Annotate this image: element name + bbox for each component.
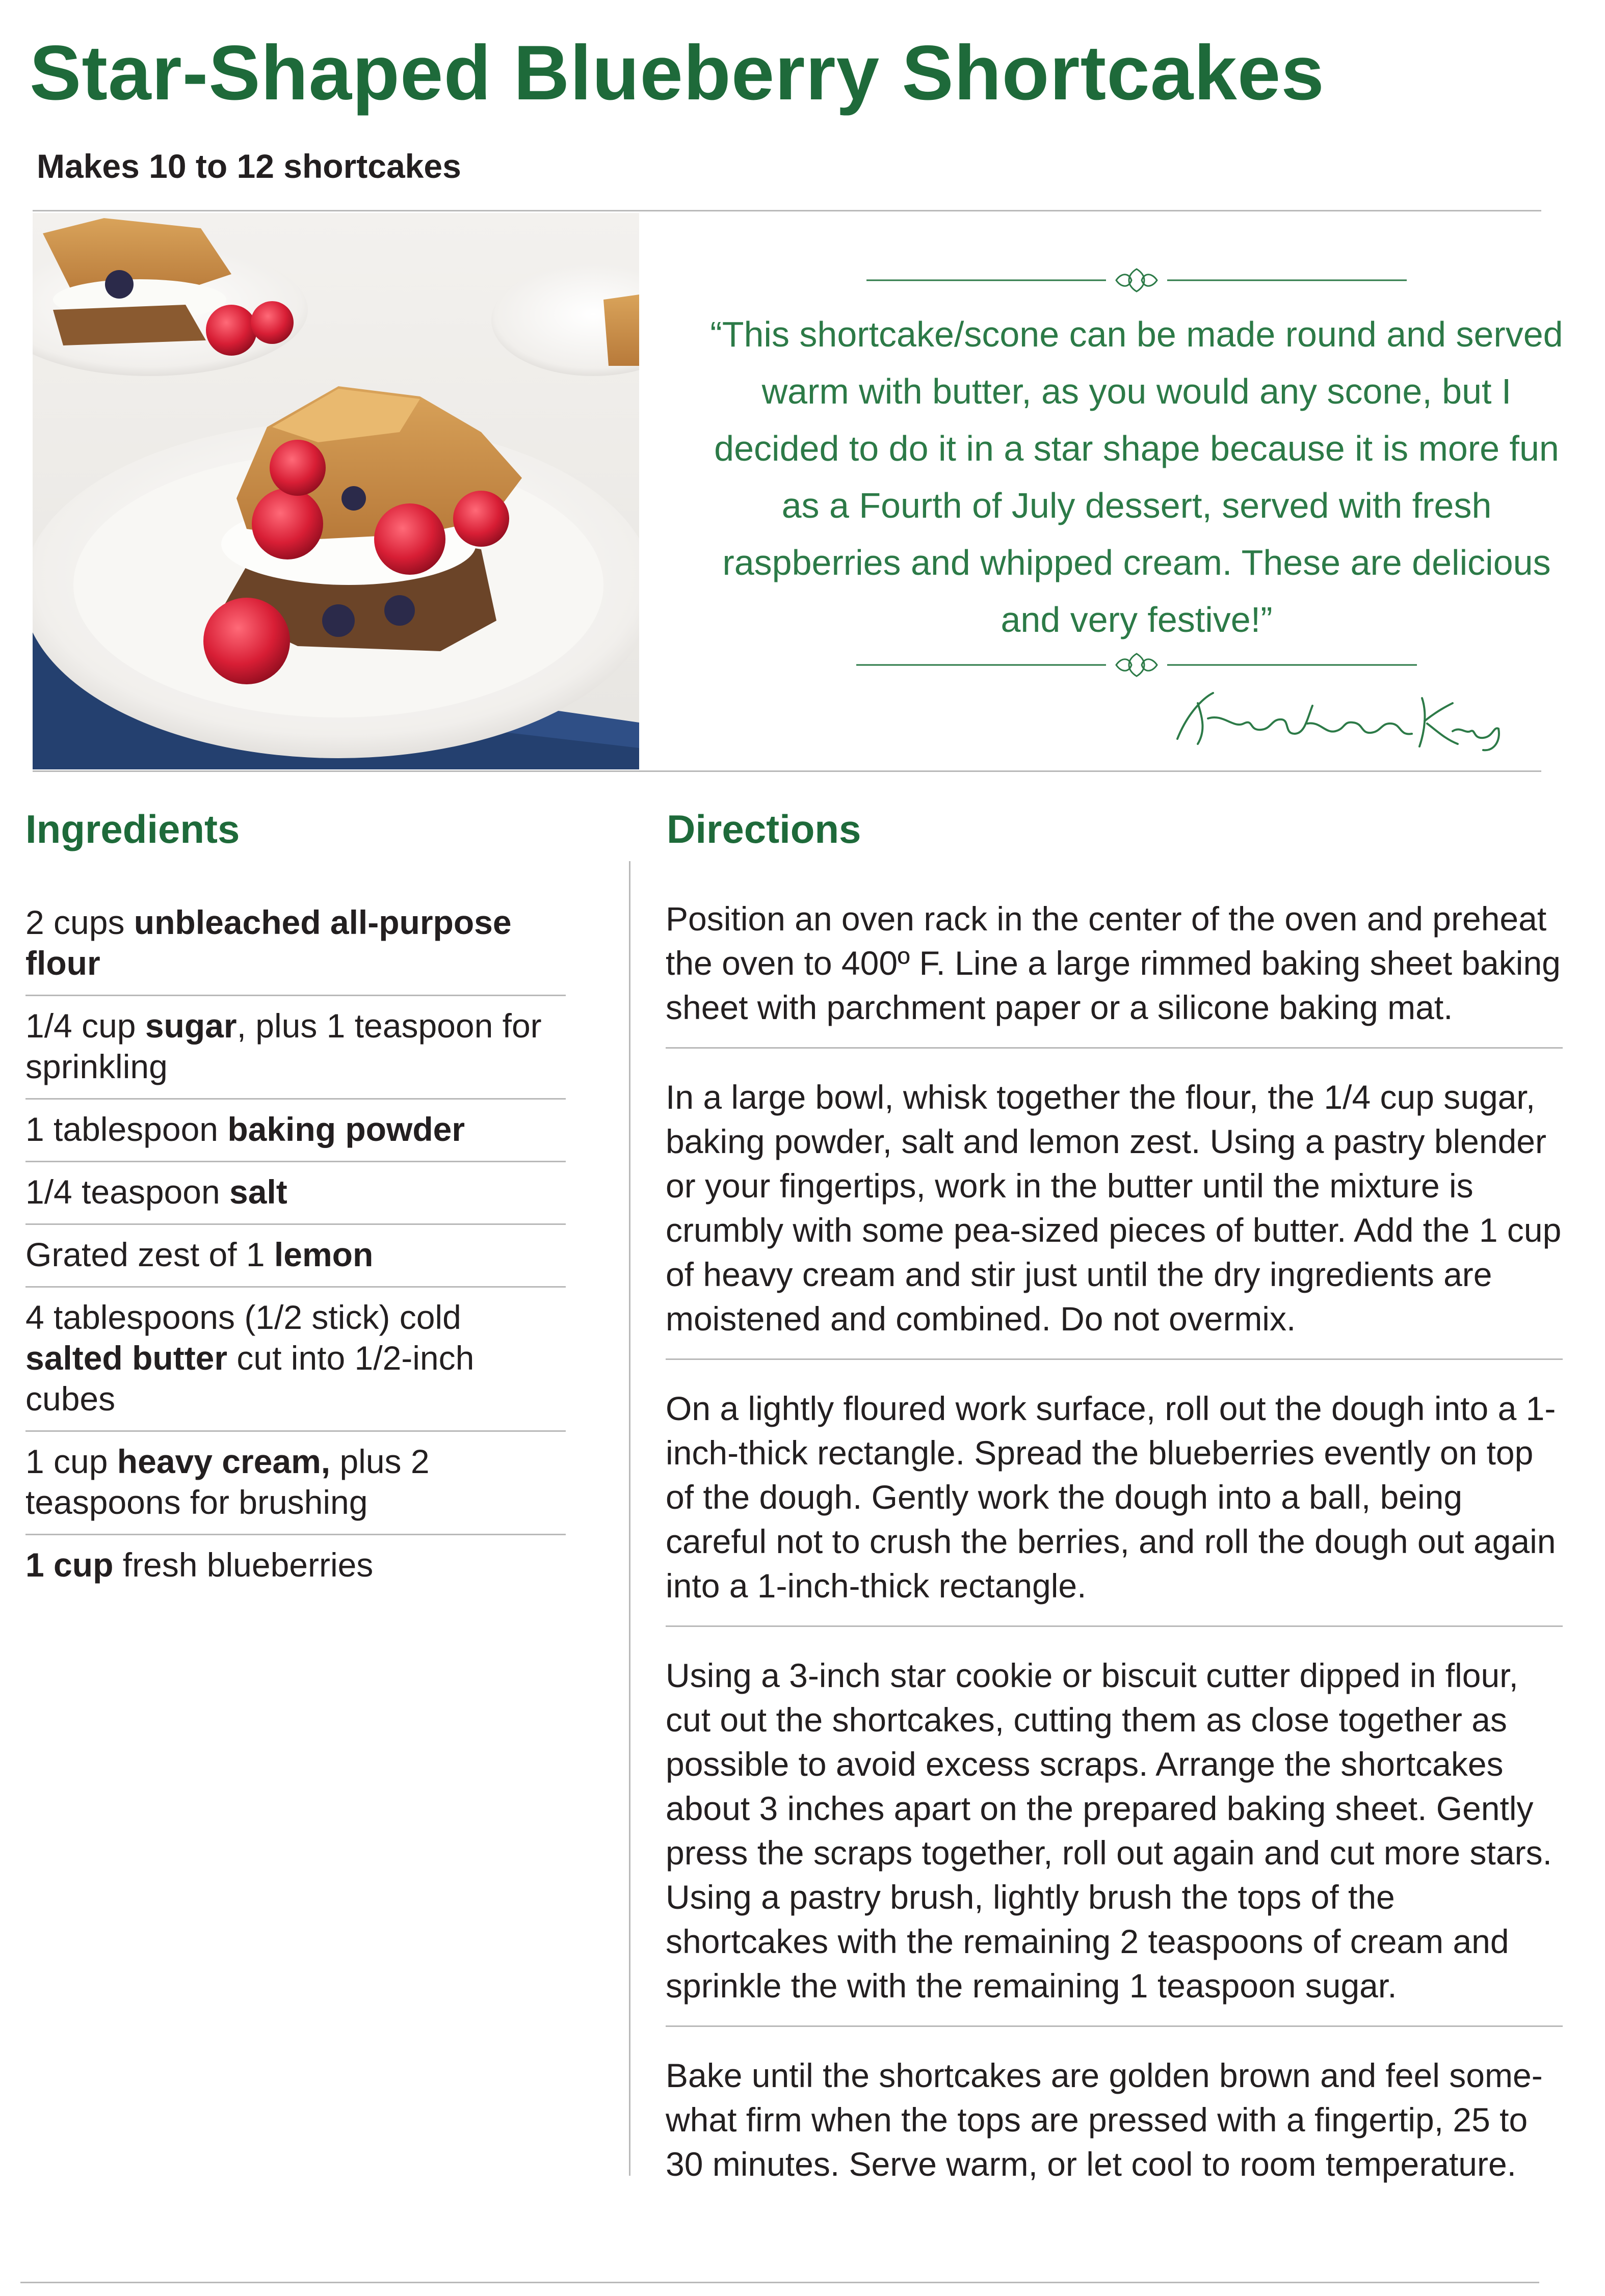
recipe-photo bbox=[33, 213, 639, 769]
ingredients-heading: Ingredients bbox=[25, 807, 240, 851]
ingredient-note: , plus 1 teaspoon for sprinkling bbox=[25, 1007, 542, 1085]
ingredient-name: heavy cream, bbox=[117, 1443, 331, 1480]
ingredient-item bbox=[25, 893, 566, 996]
ingredient-note: cut into 1/2-inch cubes bbox=[25, 1339, 475, 1418]
ornament-top-icon bbox=[856, 265, 1417, 296]
quote-text: “This shortcake/scone can be made round and served warm with butter, as you would any scone, but I decided to do it in a star shape because it is more fun as a Fourth of July dessert, served with fresh raspberries and whipped cream. These are delicious and very festive!” bbox=[710, 314, 1563, 639]
shortcake-photo-illustration bbox=[33, 213, 639, 769]
ingredient-quantity: 2 cups bbox=[25, 903, 134, 941]
ingredient-quantity: 1/4 cup bbox=[25, 1007, 145, 1045]
ingredient-name: baking powder bbox=[227, 1110, 465, 1148]
ingredient-name: salt bbox=[229, 1173, 287, 1211]
ingredient-item bbox=[25, 1288, 566, 1432]
direction-step: Using a 3-inch star cookie or biscuit cutter dipped in flour, cut out the shortcakes, cutting them as close together as possible to avoid excess scraps. Arrange the shortcakes about 3 inches apart on the prepared baking sheet. Gently press the scraps together, roll out again and cut more stars. Using a pastry brush, lightly brush the tops of the shortcakes with the remaining 2 teaspoons of cream and sprinkle the with the remaining 1 teaspoon sugar. bbox=[666, 1644, 1563, 2027]
ingredient-item bbox=[25, 1535, 566, 1596]
photo-divider bbox=[33, 770, 1541, 772]
ingredient-quantity: 1 cup bbox=[25, 1443, 117, 1480]
ingredient-quantity: 1/4 teaspoon bbox=[25, 1173, 229, 1211]
ingredient-quantity: Grated zest of 1 bbox=[25, 1236, 274, 1273]
ingredient-quantity: 4 tablespoons (1/2 stick) cold bbox=[25, 1298, 461, 1336]
recipe-yield: Makes 10 to 12 shortcakes bbox=[37, 147, 461, 185]
ingredient-name: salted butter bbox=[25, 1339, 228, 1377]
ingredient-item bbox=[25, 1162, 566, 1225]
ingredient-item bbox=[25, 1100, 566, 1162]
direction-step: In a large bowl, whisk together the flour, the 1/4 cup sugar, baking powder, salt and lemon zest. Using a pastry blender or your fingertips, work in the butter until the mixture is crumbly with some pea-sized pieces of butter. Add the 1 cup of heavy cream and stir just until the dry ingredients are moistened and combined. Do not overmix. bbox=[666, 1066, 1563, 1360]
ingredient-quantity: 1 tablespoon bbox=[25, 1110, 228, 1148]
quote-box bbox=[703, 265, 1570, 764]
direction-step: Position an oven rack in the center of the oven and preheat the oven to 400º F. Line a large rimmed baking sheet baking sheet with parchment paper or a silicone baking mat. bbox=[666, 888, 1563, 1049]
ingredient-item bbox=[25, 1225, 566, 1288]
signature-image bbox=[1167, 683, 1504, 754]
direction-step: Bake until the shortcakes are golden brown and feel some-what firm when the tops are pressed with a fingertip, 25 to 30 minutes. Serve warm, or let cool to room temperature. bbox=[666, 2057, 1543, 2183]
direction-step: On a lightly floured work surface, roll out the dough into a 1-inch-thick rectangle. Spread the blueberries evently on top of the dough. Gently work the dough into a ball, being careful not to crush the berries, and roll the dough out again into a 1-inch-thick rectangle. bbox=[666, 1377, 1563, 1627]
ingredient-name: unbleached all-purpose flour bbox=[25, 903, 512, 982]
ingredient-name: sugar bbox=[145, 1007, 237, 1045]
directions-list bbox=[666, 888, 1563, 2204]
directions-heading: Directions bbox=[667, 807, 861, 851]
ornament-bottom-icon bbox=[856, 650, 1417, 680]
ingredient-note: fresh blueberries bbox=[113, 1546, 374, 1584]
ingredient-name: 1 cup bbox=[25, 1546, 114, 1584]
page-title: Star-Shaped Blueberry Shortcakes bbox=[30, 30, 1325, 116]
ingredient-item bbox=[25, 996, 566, 1100]
ingredients-list bbox=[25, 893, 566, 1596]
ingredient-name: lemon bbox=[274, 1236, 374, 1273]
ingredient-item bbox=[25, 1432, 566, 1535]
header-divider bbox=[33, 210, 1541, 211]
ingredient-note: plus 2 teaspoons for brushing bbox=[25, 1443, 430, 1521]
footer-divider bbox=[20, 2282, 1539, 2283]
column-divider bbox=[629, 861, 630, 2176]
